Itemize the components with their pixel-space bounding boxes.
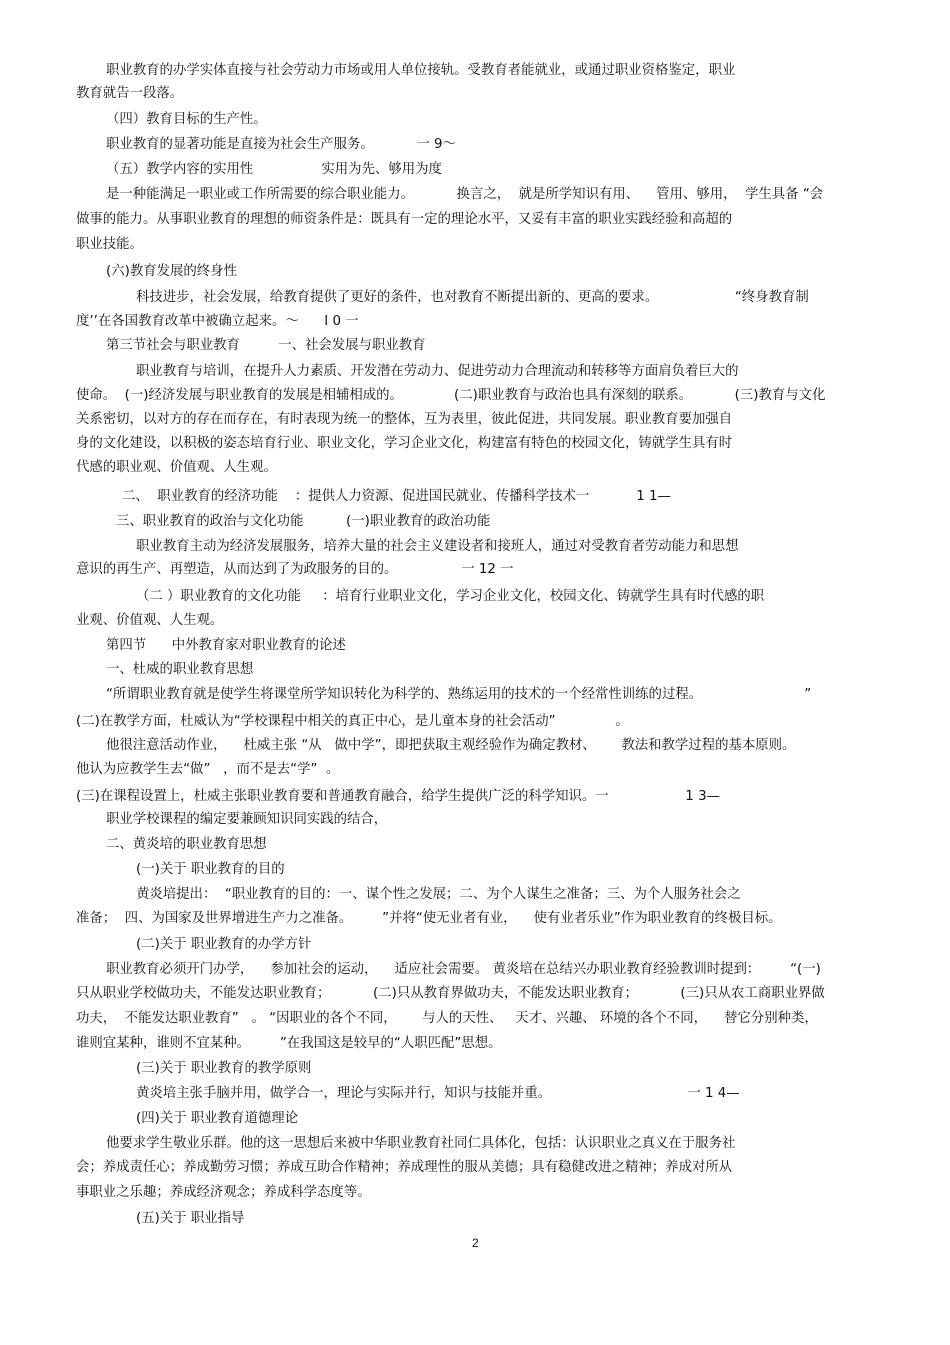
paragraph-line: 代感的职业观、价值观、人生观。: [76, 460, 277, 475]
paragraph-line: 意识的再生产、再塑造，从而达到了为政服务的目的。 一 12 一: [76, 562, 514, 577]
section-heading: (五)关于 职业指导: [136, 1211, 245, 1226]
paragraph-line: 黄炎培主张手脑并用，做学合一，理论与实际并行，知识与技能并重。 一 1 4—: [136, 1086, 740, 1101]
section-heading: (二)关于 职业教育的办学方针: [136, 937, 312, 952]
section-heading: 第三节社会与职业教育 一、社会发展与职业教育: [106, 338, 426, 353]
paragraph-line: 黄炎培提出： “职业教育的目的：一、谋个性之发展；二、为个人谋生之准备；三、为个人服务社会之: [136, 887, 741, 902]
section-heading: 三、职业教育的政治与文化功能 (一)职业教育的政治功能: [116, 514, 491, 529]
paragraph-line: 职业学校课程的编定要兼顾知识同实践的结合，: [106, 812, 388, 827]
section-heading: (四)关于 职业教育道德理论: [136, 1111, 299, 1126]
paragraph-line: （二 ）职业教育的文化功能 ：培育行业职业文化，学习企业文化，校园文化、铸就学生具有时代感的职: [136, 589, 765, 604]
paragraph-line: 他很注意活动作业， 杜威主张 “从 做中学”，即把获取主观经验作为确定教材、 教法和教学过程的基本原则。: [106, 738, 796, 753]
paragraph-line: 业观、价值观、人生观。: [76, 613, 224, 628]
paragraph-line: 他要求学生敬业乐群。他的这一思想后来被中华职业教育社同仁具体化，包括：认识职业之真义在于服务社: [106, 1136, 736, 1151]
paragraph-line: 谁则宜某种，谁则不宜某种。 ”在我国这是较早的“人职匹配”思想。: [76, 1036, 502, 1051]
section-heading: （五）教学内容的实用性 实用为先、够用为度: [106, 162, 442, 177]
paragraph-line: 准备； 四、为国家及世界增进生产力之准备。 ”并将“使无业者有业， 使有业者乐业”作为职业教育的终极目标。: [76, 911, 782, 926]
section-heading: 第四节 中外教育家对职业教育的论述: [106, 638, 346, 653]
paragraph-line: 度’’在各国教育改革中被确立起来。～ I 0 一: [76, 314, 359, 329]
paragraph-line: 职业教育必须开门办学， 参加社会的运动， 适应社会需要。 黄炎培在总结兴办职业教育经验教训时提到： “(一): [106, 962, 821, 977]
paragraph-line: 关系密切，以对方的存在而存在，有时表现为统一的整体，互为表里，彼此促进，共同发展。职业教育要加强自: [76, 412, 733, 427]
paragraph-line: 职业教育的显著功能是直接为社会生产服务。 一 9～: [106, 137, 456, 152]
paragraph-line: 科技进步，社会发展，给教育提供了更好的条件，也对教育不断提出新的、更高的要求。 “终身教育制: [136, 290, 809, 305]
section-heading: 二、黄炎培的职业教育思想: [106, 837, 267, 852]
paragraph-line: 只从职业学校做功夫，不能发达职业教育； (二)只从教育界做功夫，不能发达职业教育； (三)只从农工商职业界做: [76, 986, 825, 1001]
paragraph-line: 功夫， 不能发达职业教育” 。 “因职业的各个不同， 与人的天性、 天才、兴趣、 环境的各个不同， 替它分别种类，: [76, 1011, 818, 1026]
quote-line: “所谓职业教育就是使学生将课堂所学知识转化为科学的、熟练运用的技术的一个经常性训练的过程。 ”: [106, 687, 812, 702]
section-heading: （四）教育目标的生产性。: [106, 112, 267, 127]
paragraph-line: (三)在课程设置上，杜威主张职业教育要和普通教育融合，给学生提供广泛的科学知识。一 1 3—: [76, 789, 720, 804]
paragraph-line: 职业教育与培训，在提升人力素质、开发潜在劳动力、促进劳动力合理流动和转移等方面肩负着巨大的: [136, 364, 739, 379]
paragraph-line: 事职业之乐趣；养成经济观念；养成科学态度等。: [76, 1185, 371, 1200]
section-heading: (一)关于 职业教育的目的: [136, 862, 285, 877]
paragraph-line: 教育就告一段落。: [76, 86, 184, 101]
section-heading: (三)关于 职业教育的教学原则: [136, 1061, 312, 1076]
paragraph-line: 职业教育主动为经济发展服务，培养大量的社会主义建设者和接班人，通过对受教育者劳动能力和思想: [136, 539, 739, 554]
paragraph-line: 他认为应教学生去“做” ，而不是去“学” 。: [76, 762, 340, 777]
paragraph-line: 职业技能。: [76, 237, 143, 252]
page-number: 2: [472, 1236, 479, 1250]
section-heading: 一、杜威的职业教育思想: [106, 662, 254, 677]
paragraph-line: 身的文化建设，以积极的姿态培育行业、职业文化，学习企业文化，构建富有特色的校园文化，铸就学生具有时: [76, 436, 733, 451]
section-heading: 二、 职业教育的经济功能 ：提供人力资源、促进国民就业、传播科学技术一 1 1—: [122, 489, 671, 504]
paragraph-line: 使命。 (一)经济发展与职业教育的发展是相辅相成的。 (二)职业教育与政治也具有深刻的联系。 (三)教育与文化: [76, 388, 826, 403]
paragraph-line: 会；养成责任心；养成勤劳习惯；养成互助合作精神；养成理性的服从美德；具有稳健改进之精神；养成对所从: [76, 1160, 733, 1175]
section-heading: (六)教育发展的终身性: [106, 264, 237, 279]
paragraph-line: 是一种能满足一职业或工作所需要的综合职业能力。 换言之， 就是所学知识有用、 管用、够用， 学生具备 “会: [106, 187, 824, 202]
paragraph-line: (二)在教学方面，杜威认为“学校课程中相关的真正中心，是儿童本身的社会活动” 。: [76, 714, 629, 729]
paragraph-line: 职业教育的办学实体直接与社会劳动力市场或用人单位接轨。受教育者能就业，或通过职业资格鉴定，职业: [106, 63, 736, 78]
paragraph-line: 做事的能力。从事职业教育的理想的师资条件是：既具有一定的理论水平，又妥有丰富的职业实践经验和高超的: [76, 212, 733, 227]
